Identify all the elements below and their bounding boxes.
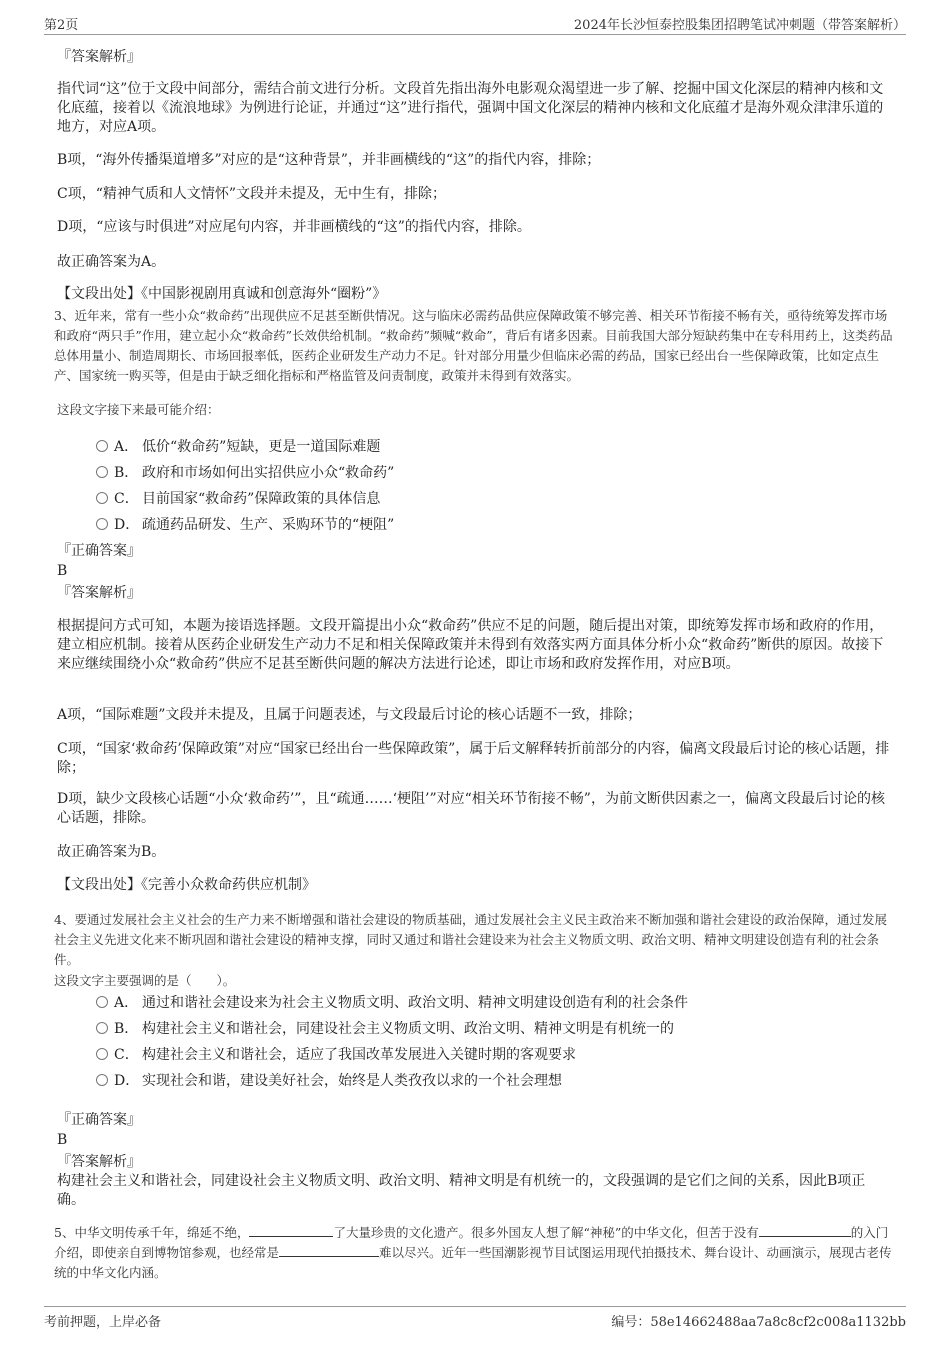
page-number: 第2页 bbox=[44, 18, 79, 33]
page-footer bbox=[44, 1306, 906, 1329]
q4-analysis-p1: 构建社会主义和谐社会，同建设社会主义物质文明、政治文明、精神文明是有机统一的，文段强调的是它们之间的关系，因此B项正确。 bbox=[57, 1173, 866, 1208]
document-title: 2024年长沙恒泰控股集团招聘笔试冲刺题（带答案解析） bbox=[573, 18, 906, 33]
q2-analysis-p2: B项，“海外传播渠道增多”对应的是“这种背景”，并非画横线的“这”的指代内容，排除； bbox=[57, 152, 601, 168]
q4-option-d[interactable]: D． 实现社会和谐，建设美好社会，始终是人类孜孜以求的一个社会理想 bbox=[96, 1071, 562, 1091]
q4-answer-label: 『正确答案』 bbox=[57, 1112, 141, 1128]
q3-analysis-p3: C项，“国家‘救命药’保障政策”对应“国家已经出台一些保障政策”，属于后文解释转折前部分的内容，偏离文段最后讨论的核心话题，排除； bbox=[57, 741, 890, 776]
q3-stem: 3、近年来，常有一些小众“救命药”出现供应不足甚至断供情况。这与临床必需药品供应保障政策不够完善、相关环节衔接不畅有关，亟待统筹发挥市场和政府“两只手”作用，建立起小众“救命药”长效供给机制。“救命药”频喊“救命”，背后有诸多因素。目前我国大部分短缺药集中在专科用药上，这类药品总体用量小、制造周期长、市场回报率低，医药企业研发生产动力不足。针对部分用量少但临床必需的药品，国家已经出台一些保障政策，比如定点生产、国家统一购买等，但是由于缺乏细化指标和严格监管及问责制度，政策并未得到有效落实。 bbox=[54, 308, 893, 383]
radio-icon[interactable] bbox=[96, 518, 108, 530]
radio-icon[interactable] bbox=[96, 440, 108, 452]
q4-question: 这段文字主要强调的是（ ）。 bbox=[54, 973, 236, 988]
q3-conclusion: 故正确答案为B。 bbox=[57, 844, 166, 860]
footer-slogan: 考前押题，上岸必备 bbox=[44, 1315, 162, 1330]
document-id: 编号：58e14662488aa7a8c8cf2c008a1132bb bbox=[611, 1315, 906, 1330]
q4-stem: 4、要通过发展社会主义社会的生产力来不断增强和谐社会建设的物质基础，通过发展社会主义民主政治来不断加强和谐社会建设的政治保障，通过发展社会主义先进文化来不断巩固和谐社会建设的精神支撑，同时又通过和谐社会建设来为社会主义物质文明、政治文明、精神文明建设创造有利的社会条件。 bbox=[54, 912, 887, 967]
radio-icon[interactable] bbox=[96, 492, 108, 504]
q3-answer-label: 『正确答案』 bbox=[57, 543, 141, 559]
q3-option-d[interactable]: D． 疏通药品研发、生产、采购环节的“梗阻” bbox=[96, 515, 394, 535]
q2-analysis-p1: 指代词“这”位于文段中间部分，需结合前文进行分析。文段首先指出海外电影观众渴望进一步了解、挖掘中国文化深层的精神内核和文化底蕴，接着以《流浪地球》为例进行论证，并通过“这”进行指代，强调中国文化深层的精神内核和文化底蕴才是海外观众津津乐道的地方，对应A项。 bbox=[57, 81, 884, 135]
q3-analysis-p2: A项，“国际难题”文段并未提及，且属于问题表述，与文段最后讨论的核心话题不一致，排除； bbox=[57, 707, 642, 723]
q3-analysis-p4: D项，缺少文段核心话题“小众‘救命药’”，且“疏通……‘梗阻’”对应“相关环节衔接不畅”，为前文断供因素之一，偏离文段最后讨论的核心话题，排除。 bbox=[57, 791, 885, 826]
q2-source: 【文段出处】《中国影视剧用真诚和创意海外“圈粉”》 bbox=[57, 286, 387, 302]
fill-blank-1[interactable] bbox=[249, 1224, 333, 1237]
q3-source: 【文段出处】《完善小众救命药供应机制》 bbox=[57, 877, 316, 893]
q2-conclusion: 故正确答案为A。 bbox=[57, 254, 166, 270]
q3-option-b[interactable]: B． 政府和市场如何出实招供应小众“救命药” bbox=[96, 463, 394, 483]
q4-option-b[interactable]: B． 构建社会主义和谐社会，同建设社会主义物质文明、政治文明、精神文明是有机统一的 bbox=[96, 1019, 674, 1039]
q3-option-c[interactable]: C． 目前国家“救命药”保障政策的具体信息 bbox=[96, 489, 380, 509]
q4-answer: B bbox=[57, 1132, 68, 1148]
q3-question: 这段文字接下来最可能介绍： bbox=[57, 402, 220, 417]
q3-answer: B bbox=[57, 563, 68, 579]
radio-icon[interactable] bbox=[96, 1022, 108, 1034]
q4-option-c[interactable]: C． 构建社会主义和谐社会，适应了我国改革发展进入关键时期的客观要求 bbox=[96, 1045, 576, 1065]
radio-icon[interactable] bbox=[96, 466, 108, 478]
q2-analysis-p4: D项，“应该与时俱进”对应尾句内容，并非画横线的“这”的指代内容，排除。 bbox=[57, 219, 531, 235]
q3-analysis-label: 『答案解析』 bbox=[57, 585, 141, 601]
fill-blank-2[interactable] bbox=[759, 1224, 851, 1237]
page-header bbox=[44, 14, 906, 35]
q3-analysis-p1: 根据提问方式可知，本题为接语选择题。文段开篇提出小众“救命药”供应不足的问题，随后提出对策，即统筹发挥市场和政府的作用，建立相应机制。接着从医药企业研发生产动力不足和相关保障政策并未得到有效落实两方面具体分析小众“救命药”断供的原因。故接下来应继续围绕小众“救命药”供应不足甚至断供问题的解决方法进行论述，即让市场和政府发挥作用，对应B项。 bbox=[57, 618, 884, 672]
radio-icon[interactable] bbox=[96, 1048, 108, 1060]
q4-analysis-label: 『答案解析』 bbox=[57, 1154, 141, 1170]
radio-icon[interactable] bbox=[96, 1074, 108, 1086]
q3-option-a[interactable]: A． 低价“救命药”短缺，更是一道国际难题 bbox=[96, 437, 380, 457]
fill-blank-3[interactable] bbox=[279, 1244, 379, 1257]
q2-analysis-label: 『答案解析』 bbox=[57, 49, 141, 65]
radio-icon[interactable] bbox=[96, 996, 108, 1008]
q4-option-a[interactable]: A． 通过和谐社会建设来为社会主义物质文明、政治文明、精神文明建设创造有利的社会条件 bbox=[96, 993, 688, 1013]
q2-analysis-p3: C项，“精神气质和人文情怀”文段并未提及，无中生有，排除； bbox=[57, 186, 447, 202]
q5-stem: 5、中华文明传承千年，绵延不绝， 了大量珍贵的文化遗产。很多外国友人想了解“神秘”的中华文化，但苦于没有 的入门介绍，即使亲自到博物馆参观，也经常是 难以尽兴。近年一些国潮影视节目试图运用现代拍摄技术、舞台设计、动画演示，展现古老传统的中华文化内涵。 bbox=[54, 1225, 892, 1280]
